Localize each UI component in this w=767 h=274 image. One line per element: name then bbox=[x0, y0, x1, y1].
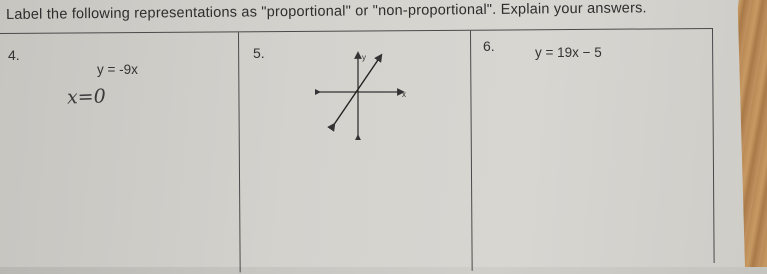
problem-6-equation: y = 19x − 5 bbox=[535, 45, 602, 60]
handwritten-answer: x=0 bbox=[66, 85, 107, 109]
problem-4-equation: y = -9x bbox=[97, 62, 138, 77]
problem-5-graph bbox=[315, 50, 410, 140]
column-divider bbox=[238, 32, 241, 272]
column-divider bbox=[470, 31, 473, 271]
problem-number-4: 4. bbox=[8, 47, 20, 63]
problem-number-6: 6. bbox=[483, 38, 495, 54]
y-axis-label: y bbox=[362, 53, 366, 62]
problem-number-5: 5. bbox=[253, 45, 265, 61]
instruction-text: Label the following representations as "proportional" or "non-proportional". Explain your answers. bbox=[6, 0, 647, 23]
x-axis-label: x bbox=[402, 90, 406, 99]
